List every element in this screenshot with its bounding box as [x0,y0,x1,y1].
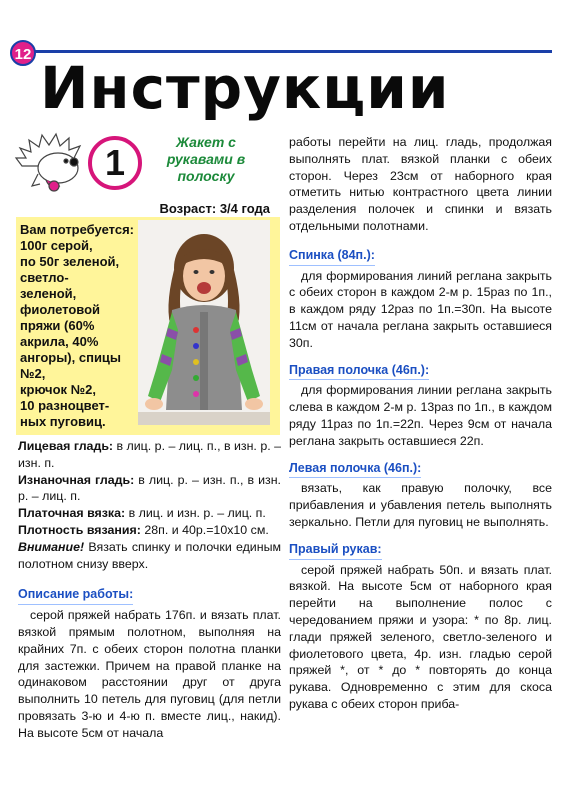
stitch-definition [18,472,281,506]
attention-note [18,539,281,573]
stitch-definition [18,505,281,522]
right-column [289,134,552,713]
stitch-text: в лиц. р. – лиц. п., в изн. р. – изн. п. [18,439,281,470]
child-photo [138,220,270,425]
section-heading-right-front: Правая полочка (46п.): [289,362,429,381]
header-rule [22,50,552,53]
age-label: Возраст: 3/4 года [159,201,270,216]
continuation-text: работы перейти на лиц. гладь, продолжая выполнять плат. вязкой планки с обеих сторон. Через 23см от наборного края отметить нитью контрастного цвета линии разделения полочек и спинки и вязать отдельными полотнами. [289,135,552,233]
stitch-text: в лиц. р. – изн. п., в изн. р. – лиц. п. [18,472,281,504]
gauge-definition [18,522,281,539]
materials-line: зеленой, [20,286,77,301]
description-text: серой пряжей набрать 176п. и вязать плат. вязкой прямым полотном, выполняя на крайних 7п. с обеих сторон полотна планки для застежки. Причем на правой планке на одинаковом расстоянии друг от друга выполнить 10 петель для пуговиц (для петли провязать 3-ю и 4-ю п. вместе лиц., накид). На высоте 5см от начала [18,608,281,740]
materials-line: 100г серой, [20,238,93,253]
stitch-name: Изнаночная гладь: [18,472,135,487]
materials-line: ангоры), спицы [20,350,122,365]
materials-line: светло- [20,270,69,285]
back-text: для формирования линий реглана закрыть с обеих сторон в каждом 2-м р. 15раз по 1п., в каждом ряду 12раз по 1п.=30п. На высоте 11см от начала реглана закрыть оставшиеся 30п. [289,268,552,350]
right-front-text: для формирования линии реглана закрыть слева в каждом 2-м р. 13раз по 1п., в каждом ряду 11раз по 1п.=22п. Через 9см от начала реглана закрыть оставшиеся 22п. [289,383,552,448]
gauge-text: 28п. и 40р.=10х10 см. [140,522,269,537]
materials-line: №2, [20,366,46,381]
section-heading-back: Спинка (84п.): [289,247,375,266]
attention-text: Вязать спинку и полочки единым полотном снизу вверх. [18,539,281,571]
right-sleeve-text: серой пряжей набрать 50п. и вязать плат. вязкой. На высоте 5см от наборного края перейти на выполнение полос с чередованием пряжи и узора: * по 8р. лиц. глади пряжей зеленого, светло-зеленого и фиолетового цвета, 4р. изн. гладью серой пряжей *, от * до * повторять до конца рукава. Одновременно с этим для скоса рукава с обеих сторон приба- [289,562,552,711]
stitch-definition [18,438,281,472]
materials-line: пряжи (60% [20,318,95,333]
materials-line: 10 разноцвет- [20,398,110,413]
stitch-name: Платочная вязка: [18,506,126,521]
materials-line: крючок №2, [20,382,96,397]
materials-list [20,222,140,430]
stitch-name: Лицевая гладь: [18,439,114,453]
section-heading-right-sleeve: Правый рукав: [289,541,382,560]
attention-label: Внимание! [18,539,85,554]
hedgehog-illustration [14,128,96,198]
gauge-name: Плотность вязания: [18,522,141,537]
item-number-badge: 1 [88,136,142,190]
materials-line: акрила, 40% [20,334,99,349]
materials-heading: Вам потребуется: [20,222,134,237]
item-title: Жакет с рукавами в полоску [166,134,246,184]
left-column [18,438,281,742]
page-number-badge: 12 [10,40,36,66]
section-heading-left-front: Левая полочка (46п.): [289,460,421,479]
materials-line: по 50г зеленой, [20,254,120,269]
section-heading-description: Описание работы: [18,586,133,605]
stitch-text: в лиц. и изн. р. – лиц. п. [125,506,266,521]
materials-line: фиолетовой [20,302,101,317]
left-front-text: вязать, как правую полочку, все прибавления и убавления петель выполнять зеркально. Петли для пуговиц не выполнять. [289,481,552,529]
materials-line: ных пуговиц. [20,414,106,429]
page-title: Инструкции [40,54,450,122]
